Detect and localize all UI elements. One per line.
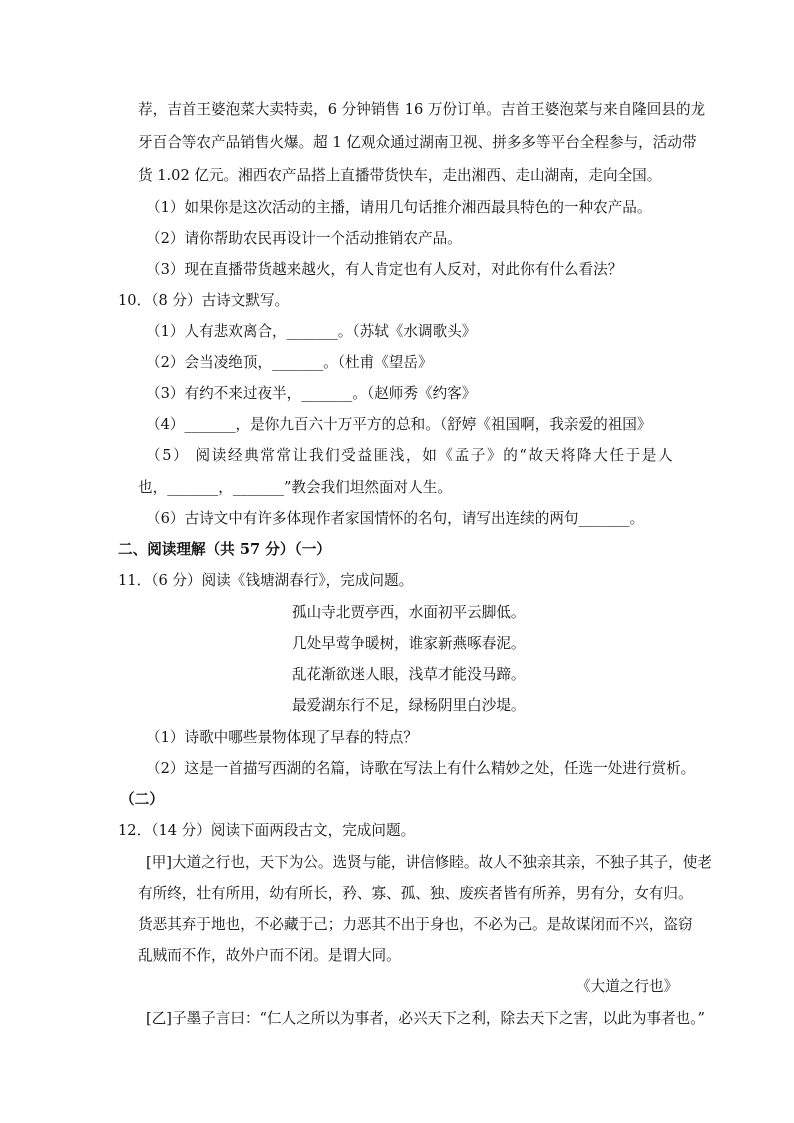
q10-sub-2: （2）会当凌绝顶，_______。（杜甫《望岳》 bbox=[146, 354, 433, 371]
q12-title: 12．（14 分）阅读下面两段古文，完成问题。 bbox=[118, 822, 416, 839]
passage-b-line-1: [乙]子墨子言曰：“仁人之所以为事者，必兴天下之利，除去天下之害，以此为事者也。” bbox=[146, 1010, 705, 1027]
q11-sub-2: （2）这是一首描写西湖的名篇，诗歌在写法上有什么精妙之处，任选一处进行赏析。 bbox=[146, 760, 696, 777]
passage-a-line-1: [甲]大道之行也，天下为公。选贤与能，讲信修睦。故人不独亲其亲，不独子其子，使老 bbox=[146, 854, 712, 871]
q9-sub-3: （3）现在直播带货越来越火，有人肯定也有人反对，对此你有什么看法？ bbox=[146, 261, 623, 278]
q10-sub-6: （6）古诗文中有许多体现作者家国情怀的名句，请写出连续的两句_______。 bbox=[146, 510, 645, 527]
intro-line-3: 货 1.02 亿元。湘西农产品搭上直播带货快车，走出湘西、走山湖南，走向全国。 bbox=[138, 167, 662, 184]
q10-sub-5-line-2: 也，_______，_______”教会我们坦然面对人生。 bbox=[138, 479, 452, 496]
part-two-label: （二） bbox=[120, 791, 164, 808]
passage-a-line-2: 有所终，壮有所用，幼有所长，矜、寡、孤、独、废疾者皆有所养，男有分，女有归。 bbox=[138, 885, 693, 902]
q9-sub-1: （1）如果你是这次活动的主播，请用几句话推介湘西最具特色的一种农产品。 bbox=[146, 199, 652, 216]
poem-line-3: 乱花渐欲迷人眼，浅草才能没马蹄。 bbox=[292, 666, 526, 683]
q10-sub-1: （1）人有悲欢离合，_______。（苏轼《水调歌头》 bbox=[146, 323, 477, 340]
intro-line-1: 荐，吉首王婆泡菜大卖特卖，6 分钟销售 16 万份订单。吉首王婆泡菜与来自隆回县的龙 bbox=[138, 101, 706, 118]
q10-sub-5-line-1: （5） 阅读经典常常让我们受益匪浅，如《孟子》的“故天将降大任于是人 bbox=[146, 447, 675, 464]
q10-sub-4: （4）_______，是你九百六十万平方的总和。（舒婷《祖国啊，我亲爱的祖国》 bbox=[146, 416, 652, 433]
passage-a-line-3: 货恶其弃于地也，不必藏于己；力恶其不出于身也，不必为己。是故谋闭而不兴，盗窃 bbox=[138, 916, 693, 933]
q10-sub-3: （3）有约不来过夜半，_______。（赵师秀《约客》 bbox=[146, 385, 477, 402]
q10-title: 10．（8 分）古诗文默写。 bbox=[118, 292, 290, 309]
passage-a-line-4: 乱贼而不作，故外户而不闭。是谓大同。 bbox=[138, 947, 401, 964]
q11-sub-1: （1）诗歌中哪些景物体现了早春的特点？ bbox=[146, 729, 418, 746]
q9-sub-2: （2）请你帮助农民再设计一个活动推销农产品。 bbox=[146, 230, 462, 247]
poem-line-4: 最爱湖东行不足，绿杨阴里白沙堤。 bbox=[292, 697, 526, 714]
section-title: 二、阅读理解（共 57 分）（一） bbox=[118, 541, 331, 558]
intro-line-2: 牙百合等农产品销售火爆。超 1 亿观众通过湖南卫视、拼多多等平台全程参与，活动带 bbox=[138, 134, 697, 151]
passage-a-source: 《大道之行也》 bbox=[576, 978, 679, 995]
poem-line-1: 孤山寺北贾亭西，水面初平云脚低。 bbox=[292, 604, 526, 621]
poem-line-2: 几处早莺争暖树，谁家新燕啄春泥。 bbox=[292, 635, 526, 652]
q11-title: 11．（6 分）阅读《钱塘湖春行》，完成问题。 bbox=[118, 572, 414, 589]
